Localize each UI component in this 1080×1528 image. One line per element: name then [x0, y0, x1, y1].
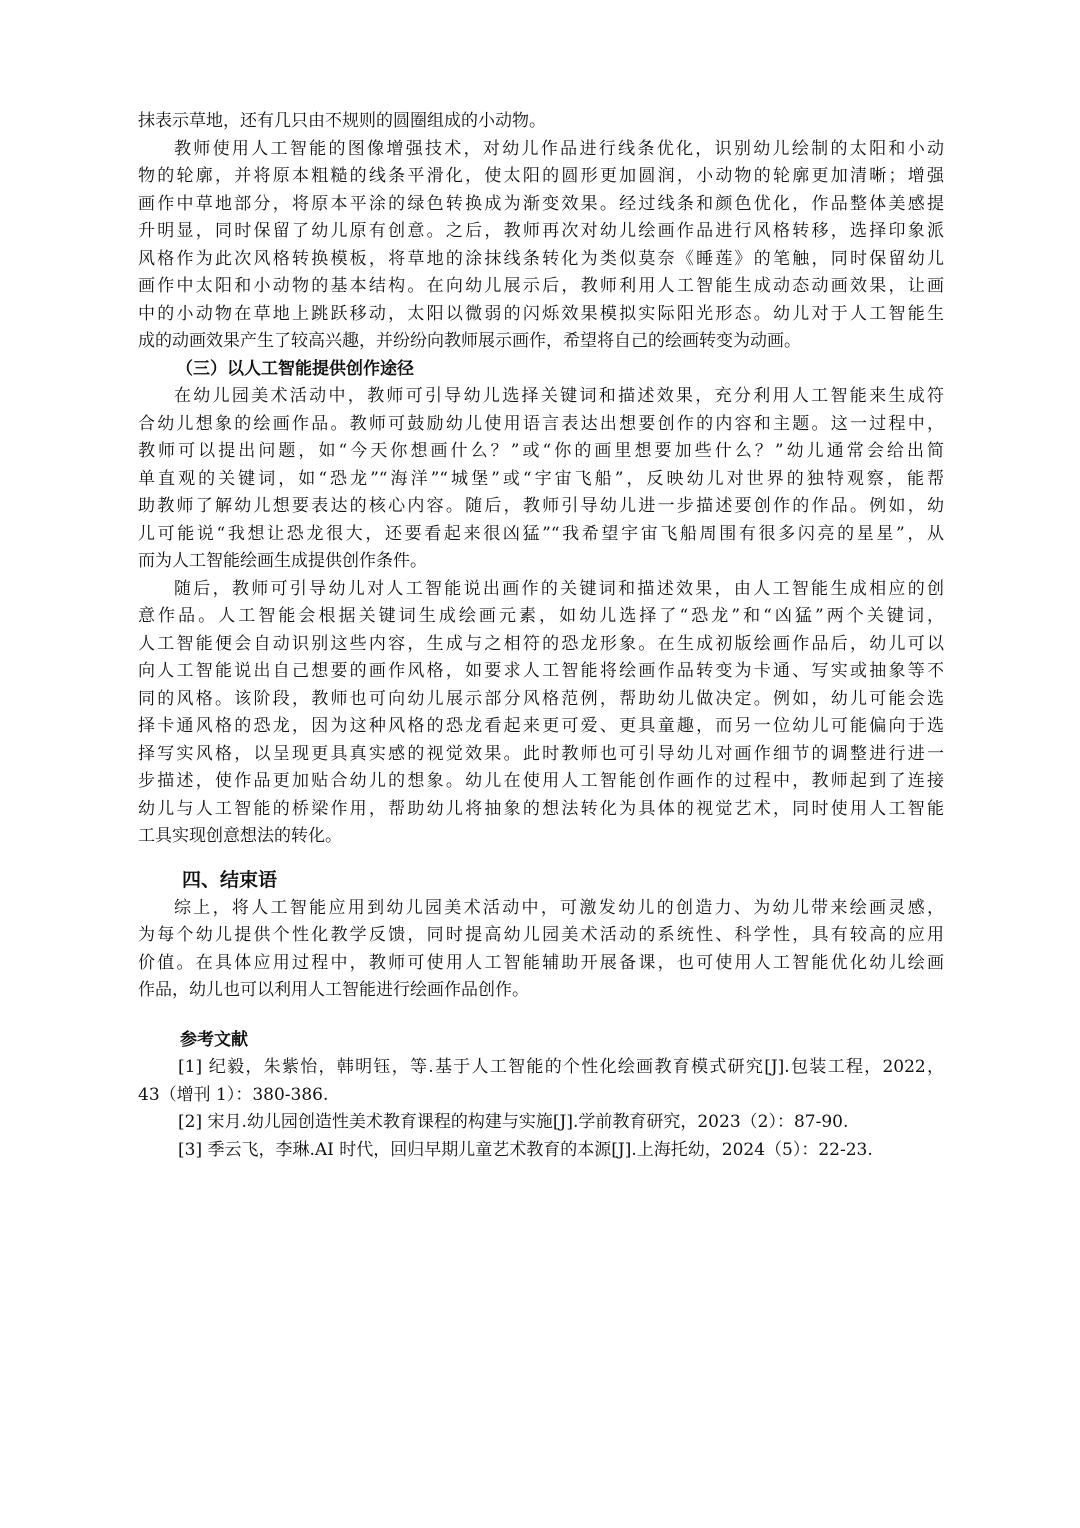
- text-line: 向人工智能说出自己想要的画作风格，如要求人工智能将绘画作品转变为卡通、写实或抽象等不: [138, 661, 944, 681]
- text-line: 同的风格。该阶段，教师也可向幼儿展示部分风格范例，帮助幼儿做决定。例如，幼儿可能会选: [138, 688, 944, 709]
- reference-text: 43（增刊 1）：380-386.: [138, 1084, 329, 1105]
- text-line: 画作中草地部分，将原本平涂的绿色转换成为渐变效果。经过线条和颜色优化，作品整体美感提: [138, 193, 944, 214]
- paragraph-ai-generation: [138, 576, 944, 851]
- text-line: 画作中太阳和小动物的基本结构。在向幼儿展示后，教师利用人工智能生成动态动画效果，让画: [138, 276, 944, 296]
- subsection-heading: （三）以人工智能提供创作途径: [176, 358, 414, 379]
- spacer: [138, 851, 944, 865]
- reference-item: [138, 1054, 944, 1109]
- text-line: 抹表示草地，还有几只由不规则的圆圈组成的小动物。: [138, 111, 546, 131]
- text-line: 单直观的关键词，如“恐龙”“海洋”“城堡”或“宇宙飞船”，反映幼儿对世界的独特观察，能帮: [138, 468, 944, 489]
- text-line: 幼儿与人工智能的桥梁作用，帮助幼儿将抽象的想法转化为具体的视觉艺术，同时使用人工智能: [138, 798, 944, 819]
- paragraph-creation-keywords: [138, 383, 944, 576]
- text-line: 步描述，使作品更加贴合幼儿的想象。幼儿在使用人工智能创作画作的过程中，教师起到了连接: [138, 771, 944, 791]
- text-line: 在幼儿园美术活动中，教师可引导幼儿选择关键词和描述效果，充分利用人工智能来生成符: [174, 386, 944, 406]
- text-line: 风格作为此次风格转换模板，将草地的涂抹线条转化为类似莫奈《睡莲》的笔触，同时保留幼儿: [138, 248, 944, 269]
- text-line: 综上，将人工智能应用到幼儿园美术活动中，可激发幼儿的创造力、为幼儿带来绘画灵感，: [174, 897, 944, 918]
- text-line: 而为人工智能绘画生成提供创作条件。: [138, 551, 427, 571]
- text-line: 价值。在具体应用过程中，教师可使用人工智能辅助开展备课，也可使用人工智能优化幼儿绘画: [138, 952, 944, 973]
- paragraph-conclusion: [138, 895, 944, 1005]
- reference-text: [2] 宋月.幼儿园创造性美术教育课程的构建与实施[J].学前教育研究，2023（2）：87-90.: [178, 1112, 849, 1132]
- spacer: [138, 1005, 944, 1027]
- text-line: 择写实风格，以呈现更具真实感的视觉效果。此时教师也可引导幼儿对画作细节的调整进行进一: [138, 743, 944, 764]
- text-line: 人工智能便会自动识别这些内容，生成与之相符的恐龙形象。在生成初版绘画作品后，幼儿可以: [138, 633, 944, 654]
- text-line: 意作品。人工智能会根据关键词生成绘画元素，如幼儿选择了“恐龙”和“凶猛”两个关键词，: [138, 606, 944, 626]
- text-line: 合幼儿想象的绘画作品。教师可鼓励幼儿使用语言表达出想要创作的内容和主题。这一过程中，: [138, 413, 944, 434]
- text-line: 儿可能说“我想让恐龙很大，还要看起来很凶猛”“我希望宇宙飞船周围有很多闪亮的星星”，从: [138, 523, 944, 544]
- text-line: 升明显，同时保留了幼儿原有创意。之后，教师再次对幼儿绘画作品进行风格转移，选择印象派: [138, 221, 944, 241]
- paragraph-continued: [138, 108, 944, 136]
- text-line: 工具实现创意想法的转化。: [138, 826, 342, 846]
- text-line: 作品，幼儿也可以利用人工智能进行绘画作品创作。: [138, 980, 529, 1000]
- text-line: 教师可以提出问题，如“今天你想画什么？”或“你的画里想要加些什么？”幼儿通常会给出简: [138, 441, 944, 461]
- text-line: 教师使用人工智能的图像增强技术，对幼儿作品进行线条优化，识别幼儿绘制的太阳和小动: [174, 138, 944, 159]
- reference-item: [138, 1137, 944, 1165]
- text-line: 助教师了解幼儿想要表达的核心内容。随后，教师引导幼儿进一步描述要创作的作品。例如，幼: [138, 496, 944, 516]
- text-line: 物的轮廓，并将原本粗糙的线条平滑化，使太阳的圆形更加圆润，小动物的轮廓更加清晰；增强: [138, 166, 944, 186]
- reference-text: [1] 纪毅，朱紫怡，韩明钰，等.基于人工智能的个性化绘画教育模式研究[J].包装工程，2022，: [178, 1057, 944, 1077]
- text-line: 中的小动物在草地上跳跃移动，太阳以微弱的闪烁效果模拟实际阳光形态。幼儿对于人工智能生: [138, 303, 944, 324]
- references-list: [138, 1054, 944, 1164]
- text-line: 成的动画效果产生了较高兴趣，并纷纷向教师展示画作，希望将自己的绘画转变为动画。: [138, 331, 801, 351]
- section-heading: 四、结束语: [182, 868, 278, 891]
- text-line: 随后，教师可引导幼儿对人工智能说出画作的关键词和描述效果，由人工智能生成相应的创: [174, 578, 944, 599]
- document-page: [138, 108, 944, 1164]
- text-line: 择卡通风格的恐龙，因为这种风格的恐龙看起来更可爱、更具童趣，而另一位幼儿可能偏向于选: [138, 716, 944, 736]
- reference-text: [3] 季云飞，李琳.AI 时代，回归早期儿童艺术教育的本源[J].上海托幼，2024（5）：22-23.: [178, 1139, 873, 1160]
- text-line: 为每个幼儿提供个性化教学反馈，同时提高幼儿园美术活动的系统性、科学性，具有较高的应用: [138, 925, 944, 945]
- paragraph-image-enhancement: [138, 136, 944, 356]
- references-heading: 参考文献: [180, 1029, 248, 1050]
- reference-item: [138, 1109, 944, 1137]
